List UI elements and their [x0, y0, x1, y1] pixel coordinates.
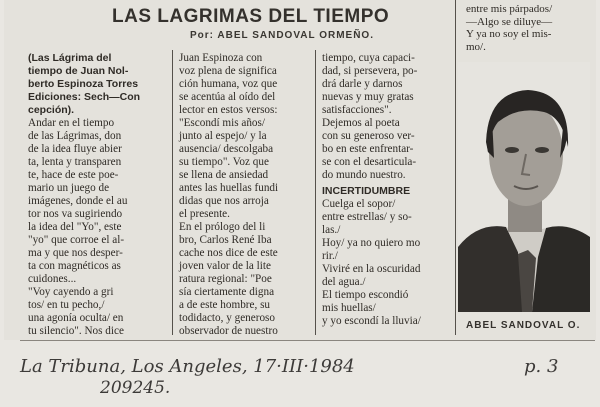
- column-rule: [315, 50, 316, 335]
- handwritten-record-number: 209245.: [100, 378, 171, 398]
- text-line: se llena de ansiedad: [179, 169, 269, 181]
- article-byline: Por: ABEL SANDOVAL ORMEÑO.: [190, 30, 374, 41]
- text-line: la idea del "Yo", este: [28, 221, 122, 233]
- text-line: entre mis párpados/: [466, 3, 553, 15]
- text-line: mo/.: [466, 40, 486, 53]
- text-line: se con el desarticula-: [322, 156, 417, 168]
- text-line: ratura regional: "Poe: [179, 273, 272, 285]
- text-line: Cuelga el sopor/: [322, 198, 396, 210]
- text-line: te, hace de este poe-: [28, 169, 119, 181]
- column-3: [322, 52, 421, 328]
- portrait-image: [458, 62, 590, 312]
- column-1: [28, 52, 140, 338]
- handwritten-source-note: La Tribuna, Los Angeles, 17·III·1984: [20, 356, 355, 377]
- article-title: LAS LAGRIMAS DEL TIEMPO: [112, 6, 390, 27]
- text-line: de la idea fluye abier: [28, 143, 122, 155]
- poem-title: INCERTIDUMBRE: [322, 185, 411, 197]
- text-line: rir./: [322, 250, 338, 262]
- text-line: ta con magnéticos as: [28, 260, 121, 272]
- text-line: y yo escondí la lluvia/: [322, 315, 421, 327]
- text-line: Y ya no soy el mis-: [466, 28, 552, 40]
- text-line: antes las huellas fundi: [179, 182, 279, 194]
- text-line: bro, Carlos René Iba: [179, 234, 272, 246]
- text-line: Ediciones: Sech—Con: [28, 91, 141, 103]
- photo-caption: ABEL SANDOVAL O.: [466, 320, 581, 331]
- text-line: entre estrellas/ y so-: [322, 211, 412, 223]
- text-line: drá darle y darnos: [322, 78, 403, 90]
- text-line: dad, si persevera, po-: [322, 65, 418, 77]
- text-line: tor nos va sugiriendo: [28, 208, 123, 220]
- text-line: berto Espinoza Torres: [28, 78, 139, 90]
- text-line: ta, lenta y transparen: [28, 156, 122, 168]
- text-line: a de este hombre, su: [179, 299, 271, 311]
- text-line: del agua./: [322, 276, 366, 288]
- author-photo: [458, 62, 590, 312]
- text-line: mario un juego de: [28, 182, 110, 194]
- text-line: una agonía oculta/ en: [28, 312, 124, 324]
- column-rule: [172, 50, 173, 335]
- text-line: cuidones...: [28, 273, 77, 285]
- text-line: se acentúa al oído del: [179, 91, 276, 103]
- text-line: Viviré en la oscuridad: [322, 263, 421, 275]
- text-line: —Algo se diluye—: [466, 15, 553, 28]
- column-2: [179, 52, 278, 338]
- text-line: ma y que nos desper-: [28, 247, 123, 259]
- text-line: didas que nos arroja: [179, 195, 269, 207]
- text-line: nuevas y muy gratas: [322, 91, 414, 103]
- text-line: el presente.: [179, 208, 230, 220]
- text-line: bo en este enfrentar-: [322, 143, 414, 155]
- text-line: Dejemos al poeta: [322, 117, 400, 129]
- text-line: tos/ en tu pecho,/: [28, 299, 105, 311]
- text-line: joven valor de la lite: [179, 260, 271, 272]
- text-line: su tiempo". Voz que: [179, 156, 269, 168]
- text-line: junto al espejo/ y la: [179, 130, 267, 142]
- text-line: las./: [322, 224, 341, 236]
- text-line: observador de nuestro: [179, 325, 278, 337]
- text-line: tiempo, cuya capaci-: [322, 52, 415, 64]
- text-line: con su generoso ver-: [322, 130, 415, 142]
- column-rule: [455, 0, 456, 335]
- text-line: de las Lágrimas, don: [28, 130, 122, 142]
- text-line: ausencia/ descolgaba: [179, 143, 274, 155]
- text-line: El tiempo escondió: [322, 289, 409, 301]
- text-line: "Escondí mis años/: [179, 117, 265, 129]
- text-line: ción humana, voz que: [179, 78, 278, 90]
- text-line: "yo" que corroe el al-: [28, 234, 125, 246]
- text-line: mis huellas/: [322, 302, 376, 314]
- text-line: Andar en el tiempo: [28, 117, 115, 129]
- text-line: cache nos dice de este: [179, 247, 278, 259]
- column-rule: [20, 340, 595, 341]
- text-line: "Voy cayendo a gri: [28, 286, 114, 298]
- text-line: Juan Espinoza con: [179, 52, 263, 64]
- text-line: lector en estos versos:: [179, 104, 278, 116]
- text-line: tiempo de Juan Nol-: [28, 65, 129, 77]
- text-line: Hoy/ ya no quiero mo: [322, 237, 421, 249]
- text-line: En el prólogo del li: [179, 221, 266, 233]
- text-line: do mundo nuestro.: [322, 169, 406, 181]
- text-line: satisfacciones".: [322, 104, 392, 116]
- text-line: todidacto, y generoso: [179, 312, 276, 324]
- handwritten-page-note: p. 3: [524, 356, 559, 377]
- text-line: cepción).: [28, 104, 75, 116]
- text-line: sía ciertamente digna: [179, 286, 275, 298]
- text-line: imágenes, donde el au: [28, 195, 128, 207]
- column-4-top: [466, 3, 552, 53]
- text-line: tu silencio". Nos dice: [28, 325, 124, 337]
- text-line: (Las Lágrima del: [28, 52, 112, 64]
- text-line: voz plena de significa: [179, 65, 277, 77]
